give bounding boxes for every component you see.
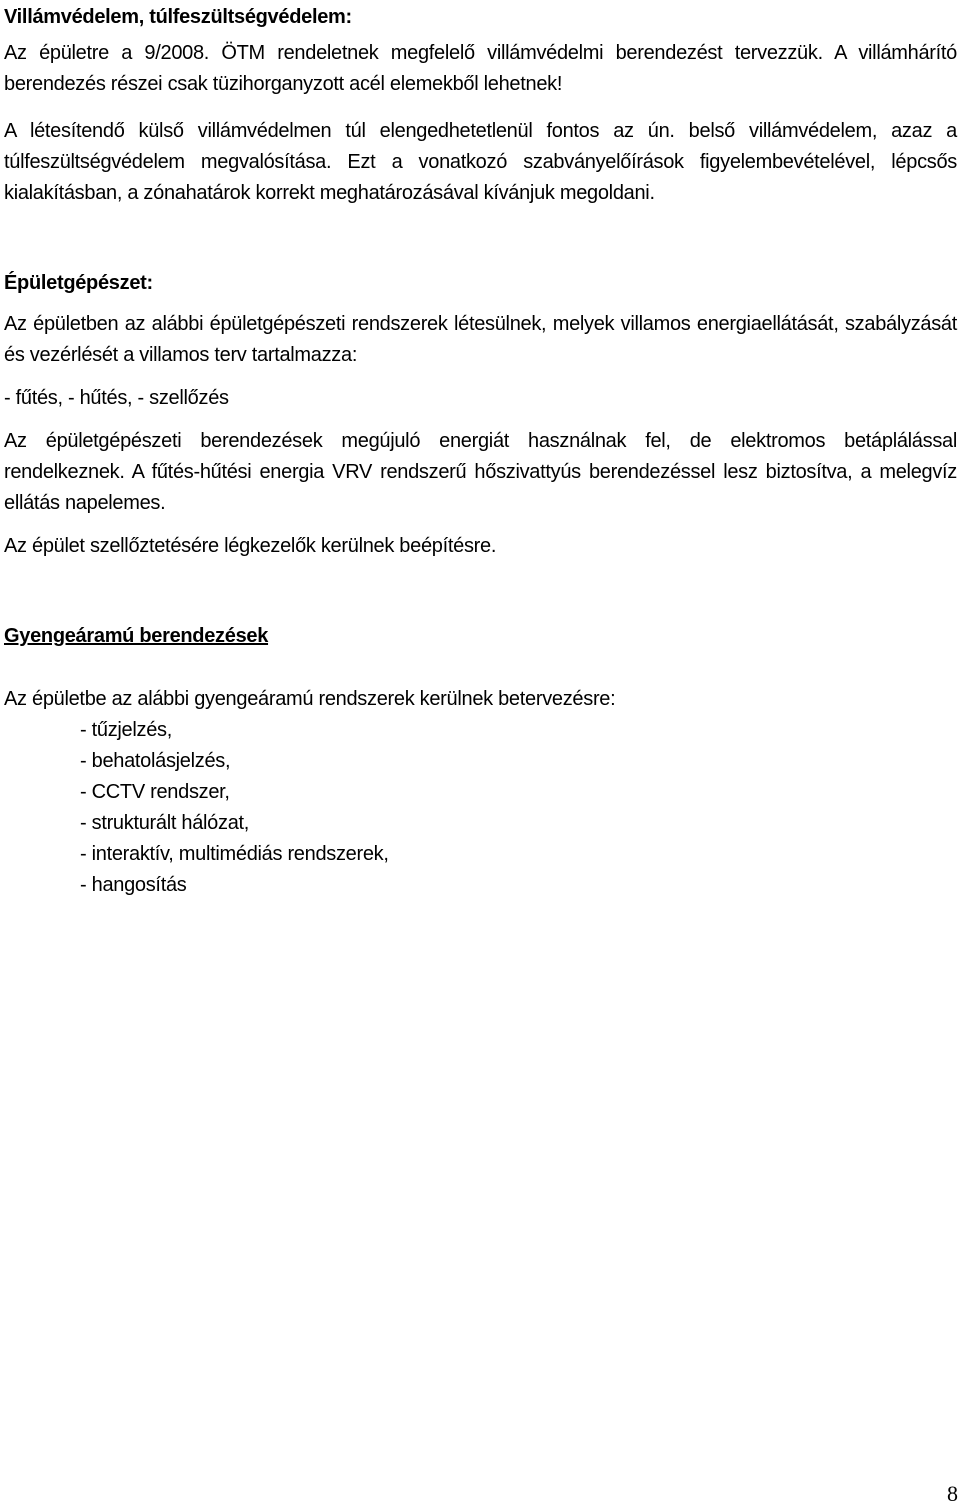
lightning-protection-heading: Villámvédelem, túlfeszültségvédelem: (4, 6, 352, 28)
building-services-heading: Épületgépészet: (4, 272, 153, 294)
lightning-protection-paragraph-2: A létesítendő külső villámvédelmen túl elengedhetetlenül fontos az ún. belső villámvédelem, azaz a túlfeszültségvédelem megvalósítása. Ezt a vonatkozó szabványelőírások figyelembevételével, lépcsős kialakításban, a zónahatárok korrekt meghatározásával kívánjuk megoldani. (4, 120, 957, 204)
list-item: - hangosítás (80, 874, 187, 896)
low-voltage-intro: Az épületbe az alábbi gyengeáramú rendszerek kerülnek betervezésre: (4, 688, 616, 710)
low-voltage-heading: Gyengeáramú berendezések (4, 625, 269, 647)
building-services-systems-line: - fűtés, - hűtés, - szellőzés (4, 387, 229, 409)
building-services-paragraph-1: Az épületben az alábbi épületgépészeti rendszerek létesülnek, melyek villamos energiaellátását, szabályzását és vezérlését a villamos terv tartalmazza: (4, 313, 957, 366)
list-item: - interaktív, multimédiás rendszerek, (80, 843, 389, 865)
building-services-paragraph-2: Az épületgépészeti berendezések megújuló energiát használnak fel, de elektromos betáplálással rendelkeznek. A fűtés-hűtési energia VRV rendszerű hőszivattyús berendezéssel lesz biztosítva, a melegvíz ellátás napelemes. (4, 430, 957, 514)
list-item: - strukturált hálózat, (80, 812, 250, 834)
list-item: - tűzjelzés, (80, 719, 172, 741)
lightning-protection-paragraph-1: Az épületre a 9/2008. ÖTM rendeletnek megfelelő villámvédelmi berendezést tervezzük. A villámhárító berendezés részei csak tüzihorganyzott acél elemekből lehetnek! (4, 42, 957, 95)
list-item: - CCTV rendszer, (80, 781, 230, 803)
building-services-paragraph-3: Az épület szellőztetésére légkezelők kerülnek beépítésre. (4, 535, 497, 557)
list-item: - behatolásjelzés, (80, 750, 231, 772)
low-voltage-systems-list (80, 715, 389, 901)
page-number: 8 (947, 1481, 958, 1506)
